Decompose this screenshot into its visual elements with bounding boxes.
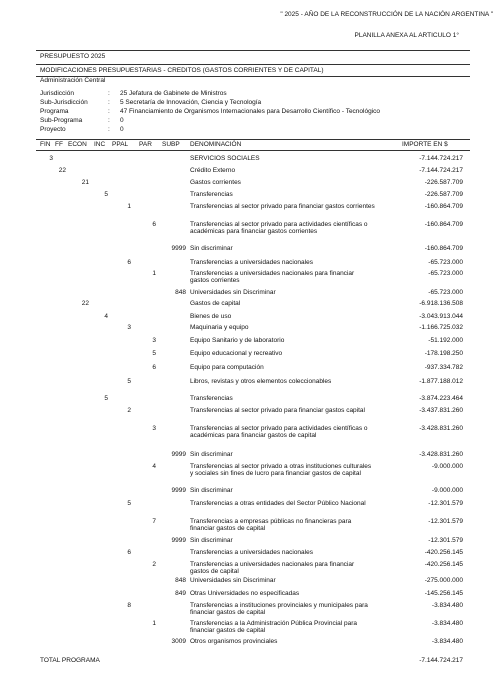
info-separator: : [108,99,110,106]
code-ppal: 1 [127,203,131,210]
code-ff: 22 [58,167,66,174]
code-par: 3 [152,337,156,344]
info-value: 47 Financiamiento de Organismos Internacionales para Desarrollo Científico - Tecnológico [120,108,381,115]
row-importe: -160.864.709 [424,203,463,210]
code-subp: 9999 [171,487,186,494]
row-denominacion: Transferencias a universidades nacionales [190,259,313,266]
divider [36,150,470,151]
code-fin: 3 [49,155,53,162]
code-subp: 848 [175,289,186,296]
row-importe: -145.256.145 [424,590,463,597]
code-ppal: 3 [127,324,131,331]
row-denominacion: Universidades sin Discriminar [190,577,276,584]
row-denominacion: Transferencias a universidades nacionales para financiar gastos corrientes [190,270,355,285]
row-denominacion: Otras Universidades no especificadas [190,590,300,597]
annex-title: PLANILLA ANEXA AL ARTICULO 1° [354,32,459,39]
code-subp: 848 [175,577,186,584]
code-subp: 9999 [171,451,186,458]
row-denominacion: Sin discriminar [190,537,233,544]
row-denominacion: Maquinaria y equipo [190,324,249,331]
code-ppal: 8 [127,602,131,609]
row-importe: -3.043.913.044 [419,313,463,320]
code-ppal: 2 [127,407,131,414]
row-denominacion: Gastos corrientes [190,179,241,186]
row-denominacion: Sin discriminar [190,487,233,494]
info-label: Sub-Jurisdicción [40,99,88,106]
row-importe: -12.301.579 [428,518,463,525]
row-importe: -3.834.480 [431,638,463,645]
row-importe: -3.428.831.260 [419,425,463,432]
divider [36,64,470,65]
code-subp: 3009 [171,638,186,645]
code-par: 6 [152,364,156,371]
row-denominacion: Transferencias a la Administración Pública Provincial para financiar gastos de capital [190,620,358,635]
row-importe: -937.334.782 [424,364,463,371]
row-denominacion: Transferencias al sector privado a otras instituciones culturales y sociales sin fines de lucro para financiar gastos de capital [190,463,372,478]
code-ppal: 6 [127,259,131,266]
info-value: 5 Secretaría de Innovación, Ciencia y Tecnología [120,99,262,106]
budget-subtitle: MODIFICACIONES PRESUPUESTARIAS - CREDITOS (GASTOS CORRIENTES Y DE CAPITAL) [40,67,324,74]
row-importe: -1.166.725.032 [419,324,463,331]
column-header-par: PAR [139,141,152,148]
code-par: 2 [152,561,156,568]
code-par: 7 [152,518,156,525]
row-importe: -65.723.000 [428,259,463,266]
row-importe: -226.587.709 [424,179,463,186]
code-par: 1 [152,270,156,277]
row-importe: -420.256.145 [424,561,463,568]
code-par: 1 [152,620,156,627]
row-denominacion: Sin discriminar [190,245,233,252]
row-denominacion: Transferencias a otras entidades del Sector Público Nacional [190,500,366,507]
row-denominacion: Gastos de capital [190,300,241,307]
row-denominacion: Crédito Externo [190,167,236,174]
column-header-denominacion: DENOMINACIÓN [190,141,242,148]
column-header-subp: SUBP [162,141,180,148]
row-denominacion: Transferencias [190,191,233,198]
code-par: 6 [152,221,156,228]
budget-title: PRESUPUESTO 2025 [40,53,106,60]
document-motto: " 2025 - AÑO DE LA RECONSTRUCCIÓN DE LA NACIÓN ARGENTINA " [280,11,493,18]
code-inc: 5 [104,191,108,198]
info-value: 25 Jefatura de Gabinete de Ministros [120,90,227,97]
row-denominacion: Transferencias [190,395,233,402]
row-importe: -7.144.724.217 [419,155,463,162]
info-value: 0 [120,117,124,124]
row-importe: -3.834.480 [431,620,463,627]
code-par: 5 [152,350,156,357]
info-separator: : [108,126,110,133]
row-denominacion: Transferencias a universidades nacionales [190,549,313,556]
code-subp: 9999 [171,245,186,252]
code-econ: 22 [81,300,89,307]
code-inc: 5 [104,395,108,402]
info-value: 0 [120,126,124,133]
row-importe: -51.192.000 [428,337,463,344]
row-importe: -12.301.579 [428,500,463,507]
row-importe: -178.198.250 [424,350,463,357]
divider-top [36,50,470,51]
row-importe: -3.874.223.464 [419,395,463,402]
row-denominacion: Equipo para computación [190,364,264,371]
code-par: 4 [152,463,156,470]
row-denominacion: Transferencias a universidades nacionales para financiar gastos de capital [190,561,355,576]
code-ppal: 6 [127,549,131,556]
row-denominacion: Equipo educacional y recreativo [190,350,283,357]
info-separator: : [108,90,110,97]
row-importe: -7.144.724.217 [419,167,463,174]
column-header-econ: ECON [68,141,87,148]
administration-label: Administración Central [40,77,106,84]
row-importe: -6.918.136.508 [419,300,463,307]
code-ppal: 5 [127,378,131,385]
row-denominacion: Transferencias al sector privado para financiar gastos corrientes [190,203,375,210]
row-denominacion: Transferencias a instituciones provinciales y municipales para financiar gastos de capital [190,602,368,617]
row-denominacion: Transferencias al sector privado para actividades científicas o académicas para financiar gastos corrientes [190,221,368,236]
row-importe: -160.864.709 [424,245,463,252]
row-importe: -420.256.145 [424,549,463,556]
row-importe: -3.437.831.260 [419,407,463,414]
row-importe: -65.723.000 [428,270,463,277]
row-denominacion: Equipo Sanitario y de laboratorio [190,337,285,344]
row-denominacion: Sin discriminar [190,451,233,458]
info-separator: : [108,117,110,124]
info-label: Sub-Programa [40,117,83,124]
column-header-ff: FF [55,141,63,148]
row-importe: -12.301.579 [428,537,463,544]
row-denominacion: Bienes de uso [190,313,232,320]
row-denominacion: Transferencias al sector privado para financiar gastos capital [190,407,365,414]
code-subp: 9999 [171,537,186,544]
row-denominacion: Transferencias al sector privado para actividades científicas o académicas para financiar gastos de capital [190,425,368,440]
row-denominacion: Transferencias a empresas públicas no financieras para financiar gastos de capital [190,518,352,533]
column-header-ppal: PPAL [112,141,129,148]
row-importe: -1.877.188.012 [419,378,463,385]
divider [36,139,470,140]
info-label: Programa [40,108,69,115]
total-label: TOTAL PROGRAMA [40,657,100,664]
row-importe: -275.000.000 [424,577,463,584]
row-denominacion: Universidades sin Discriminar [190,289,276,296]
row-importe: -9.000.000 [431,487,463,494]
code-par: 3 [152,425,156,432]
row-denominacion: Otros organismos provinciales [190,638,278,645]
row-importe: -160.864.709 [424,221,463,228]
code-econ: 21 [81,179,89,186]
total-value: -7.144.724.217 [419,657,463,664]
row-importe: -226.587.709 [424,191,463,198]
info-separator: : [108,108,110,115]
row-importe: -3.428.831.260 [419,451,463,458]
code-subp: 849 [175,590,186,597]
column-header-inc: INC [94,141,106,148]
column-header-importe: IMPORTE EN $ [402,141,448,148]
row-importe: -3.834.480 [431,602,463,609]
column-header-fin: FIN [40,141,51,148]
info-label: Jurisdicción [40,90,74,97]
row-importe: -65.723.000 [428,289,463,296]
info-label: Proyecto [40,126,66,133]
row-denominacion: SERVICIOS SOCIALES [190,155,260,162]
code-inc: 4 [104,313,108,320]
code-ppal: 5 [127,500,131,507]
row-importe: -9.000.000 [431,463,463,470]
row-denominacion: Libros, revistas y otros elementos coleccionables [190,378,332,385]
